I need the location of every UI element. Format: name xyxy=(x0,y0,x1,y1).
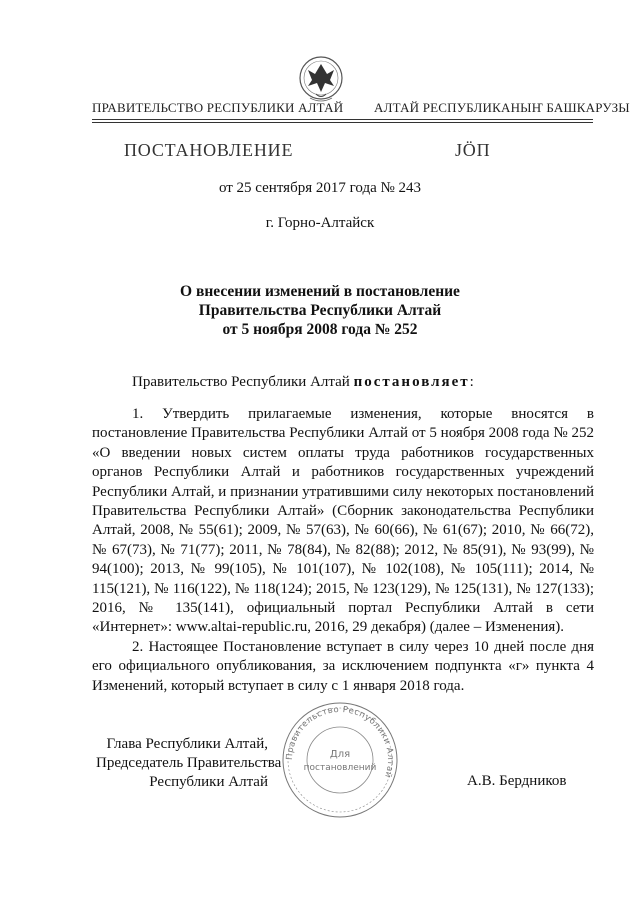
paragraph-2: 2. Настоящее Постановление вступает в силу через 10 дней после дня его официального опубликования, за исключением подпункта «г» пункта 4 Изменений, который вступает в силу с 1 января 2018 года. xyxy=(92,638,594,694)
title-line: О внесении изменений в постановление xyxy=(180,283,460,300)
stamp-inner-text-2: постановлений xyxy=(303,763,377,773)
position-line: Республики Алтай xyxy=(149,774,268,790)
stamp-inner-text-1: Для xyxy=(329,749,351,760)
signatory-name: А.В. Бердников xyxy=(467,773,567,789)
stamp-seal xyxy=(280,700,400,820)
title-line: от 5 ноября 2008 года № 252 xyxy=(222,321,418,338)
position-line: Председатель Правительства xyxy=(96,755,282,771)
intro-line xyxy=(132,374,474,391)
header-divider xyxy=(92,119,593,120)
intro-emphasis: постановляет xyxy=(353,374,470,390)
paragraph-1: 1. Утвердить прилагаемые изменения, которые вносятся в постановление Правительства Республики Алтай от 5 ноября 2008 года № 252 «О введении новых систем оплаты труда работников государственных органов Республики Алтай и работников государственных учреждений Республики Алтай, и признании утратившими силу некоторых постановлений Правительства Республики Алтай» (Сборник законодательства Республики Алтай, 2008, № 55(61); 2009, № 57(63), № 60(66), № 61(67); 2010, № 66(72), № 67(73), № 71(77); 2011, № 78(84), № 82(88); 2012, № 85(91), № 93(99), № 94(100); 2013, № 99(105), № 101(107), № 102(108), № 105(111); 2014, № 115(121), № 116(122), № 118(124); 2015, № 123(129), № 125(131), № 127(133); 2016, № 135(141), официальный портал Республики Алтай в сети «Интернет»: www.altai-republic.ru, 2016, 29 декабря) (далее – Изменения). xyxy=(92,406,594,636)
position-line: Глава Республики Алтай, xyxy=(106,736,268,752)
document-date: от 25 сентября 2017 года № 243 xyxy=(218,180,422,196)
header-divider-thin xyxy=(92,122,593,123)
intro-text: Правительство Республики Алтай xyxy=(132,374,354,390)
intro-suffix: : xyxy=(469,374,474,390)
document-type-altai: ЈÖП xyxy=(455,140,491,160)
signatory-position xyxy=(96,735,282,792)
document-city: г. Горно-Алтайск xyxy=(265,215,375,231)
document-type-russian: ПОСТАНОВЛЕНИЕ xyxy=(124,140,294,160)
stamp-outer-text: Правительство Республики Алтай xyxy=(284,704,396,780)
header-left-text: ПРАВИТЕЛЬСТВО РЕСПУБЛИКИ АЛТАЙ xyxy=(92,100,344,115)
document-title xyxy=(0,282,640,339)
title-line: Правительства Республики Алтай xyxy=(198,302,442,319)
header-right-text: АЛТАЙ РЕСПУБЛИКАНЫҤ БАШКАРУЗЫ xyxy=(374,100,630,115)
document-body xyxy=(92,405,594,696)
